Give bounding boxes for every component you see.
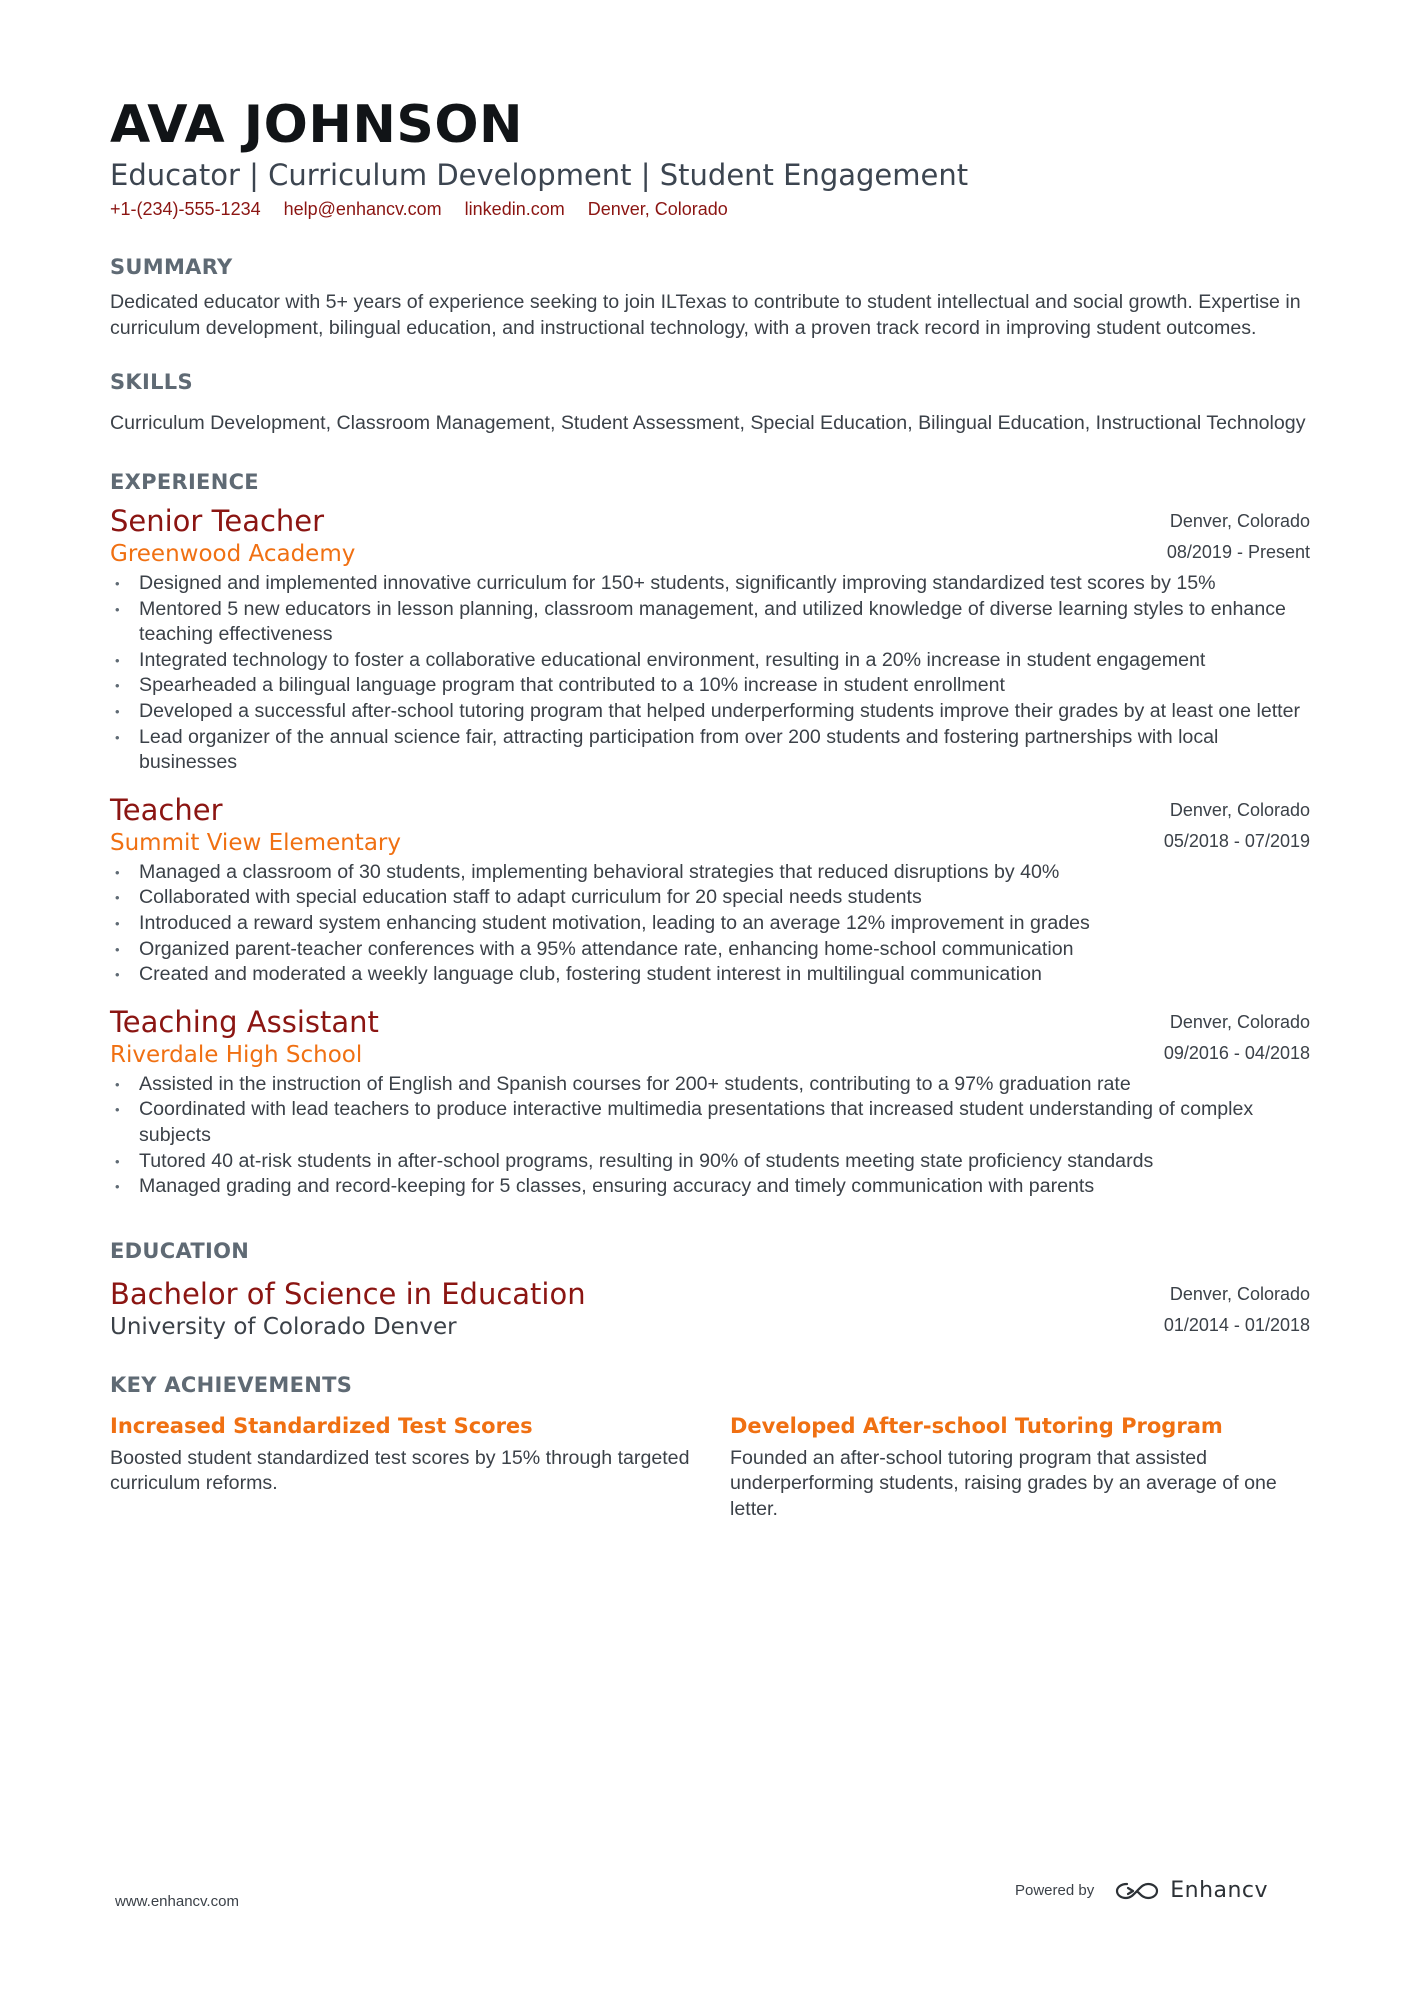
achievement-text: Founded an after-school tutoring program that assisted underperforming students, raising grades by an average of one letter.: [730, 1446, 1277, 1520]
candidate-name: AVA JOHNSON: [110, 95, 524, 155]
candidate-headline: Educator | Curriculum Development | Student Engagement: [110, 158, 969, 192]
summary-text: Dedicated educator with 5+ years of experience seeking to join ILTexas to contribute to student intellectual and social growth. Expertise in curriculum development, bilingual education, and instructional technology, with a proven track record in improving student outcomes.: [110, 291, 1301, 339]
location-text: Denver, Colorado: [587, 199, 728, 219]
job-dates: 08/2019 - Present: [1166, 542, 1310, 562]
list-item: • Mentored 5 new educators in lesson planning, classroom management, and utilized knowledge of diverse learning styles to enhance teaching effectiveness: [110, 597, 1310, 648]
email-link[interactable]: help@enhancv.com: [283, 199, 442, 219]
job-meta: [1164, 792, 1310, 856]
list-item: • Spearheaded a bilingual language program that contributed to a 10% increase in student enrollment: [110, 673, 1310, 699]
list-item: • Designed and implemented innovative curriculum for 150+ students, significantly improving standardized test scores by 15%: [110, 571, 1310, 597]
brand-link[interactable]: [1114, 1878, 1268, 1903]
job-title: Teacher: [110, 792, 223, 827]
achievements-title: KEY ACHIEVEMENTS: [110, 1372, 353, 1397]
education-meta: [1164, 1276, 1310, 1340]
job-entry: [110, 503, 1310, 776]
job-header: [110, 503, 1310, 569]
education-entry: [110, 1276, 1310, 1342]
job-location: Denver, Colorado: [1169, 1011, 1310, 1032]
list-item: • Integrated technology to foster a collaborative educational environment, resulting in a 20% increase in student engagement: [110, 648, 1310, 674]
job-company: Summit View Elementary: [110, 829, 401, 856]
achievements-grid: [110, 1412, 1310, 1523]
job-location: Denver, Colorado: [1169, 799, 1310, 820]
job-location: Denver, Colorado: [1169, 511, 1310, 531]
contact-line: [110, 197, 1310, 221]
achievement-item: [730, 1412, 1295, 1523]
job-header: [110, 1004, 1310, 1070]
skills-text: Curriculum Development, Classroom Management, Student Assessment, Special Education, Bilingual Education, Instructional Technology: [110, 412, 1306, 434]
job-bullets: [110, 1072, 1310, 1200]
job-meta: [1167, 503, 1310, 567]
job-bullets: [110, 571, 1310, 776]
job-title: Teaching Assistant: [110, 1004, 379, 1039]
list-item: • Introduced a reward system enhancing student motivation, leading to an average 12% improvement in grades: [110, 911, 1310, 937]
education-location: Denver, Colorado: [1169, 1283, 1310, 1304]
enhancv-logo-icon: [1114, 1879, 1160, 1903]
brand-name: Enhancv: [1170, 1878, 1269, 1903]
job-company: Greenwood Academy: [110, 541, 356, 567]
list-item: • Managed a classroom of 30 students, implementing behavioral strategies that reduced disruptions by 40%: [110, 860, 1310, 886]
job-company: Riverdale High School: [110, 1041, 363, 1068]
job-dates: 05/2018 - 07/2019: [1163, 830, 1310, 851]
summary-title: SUMMARY: [110, 255, 233, 279]
powered-by-text: Powered by: [1015, 1882, 1095, 1899]
achievement-item: [110, 1412, 690, 1523]
list-item: • Coordinated with lead teachers to produce interactive multimedia presentations that increased student understanding of complex subjects: [110, 1097, 1310, 1148]
footer-branding: [1015, 1878, 1268, 1903]
list-item: • Developed a successful after-school tutoring program that helped underperforming students improve their grades by at least one letter: [110, 699, 1310, 725]
linkedin-link[interactable]: linkedin.com: [464, 199, 565, 219]
achievement-title: Developed After-school Tutoring Program: [730, 1413, 1223, 1438]
list-item: • Lead organizer of the annual science fair, attracting participation from over 200 students and fostering partnerships with local businesses: [110, 725, 1310, 776]
education-degree: Bachelor of Science in Education: [110, 1276, 586, 1311]
education-dates: 01/2014 - 01/2018: [1163, 1314, 1310, 1335]
job-bullets: [110, 860, 1310, 988]
education-section: [110, 1238, 1310, 1342]
summary-section: [110, 254, 1310, 341]
education-title: EDUCATION: [110, 1238, 250, 1263]
list-item: • Assisted in the instruction of English and Spanish courses for 200+ students, contributing to a 97% graduation rate: [110, 1072, 1310, 1098]
achievement-text: Boosted student standardized test scores by 15% through targeted curriculum reforms.: [110, 1446, 690, 1495]
job-entry: [110, 1004, 1310, 1200]
job-entry: [110, 792, 1310, 988]
list-item: • Tutored 40 at-risk students in after-school programs, resulting in 90% of students meeting state proficiency standards: [110, 1149, 1310, 1175]
list-item: • Managed grading and record-keeping for 5 classes, ensuring accuracy and timely communication with parents: [110, 1174, 1310, 1200]
education-school: University of Colorado Denver: [110, 1313, 457, 1340]
job-dates: 09/2016 - 04/2018: [1163, 1042, 1310, 1063]
resume-page: [110, 95, 1310, 1522]
experience-title: EXPERIENCE: [110, 470, 259, 494]
job-title: Senior Teacher: [110, 504, 325, 538]
list-item: • Created and moderated a weekly language club, fostering student interest in multilingual communication: [110, 962, 1310, 988]
list-item: • Organized parent-teacher conferences with a 95% attendance rate, enhancing home-school communication: [110, 937, 1310, 963]
list-item: • Collaborated with special education staff to adapt curriculum for 20 special needs students: [110, 885, 1310, 911]
skills-section: [110, 369, 1310, 436]
experience-section: [110, 469, 1310, 1200]
achievements-section: [110, 1372, 1310, 1523]
skills-title: SKILLS: [110, 370, 193, 394]
job-meta: [1164, 1004, 1310, 1068]
phone-link[interactable]: +1-(234)-555-1234: [110, 199, 261, 219]
footer-website-link[interactable]: www.enhancv.com: [115, 1893, 239, 1910]
job-header: [110, 792, 1310, 858]
achievement-title: Increased Standardized Test Scores: [110, 1413, 533, 1438]
